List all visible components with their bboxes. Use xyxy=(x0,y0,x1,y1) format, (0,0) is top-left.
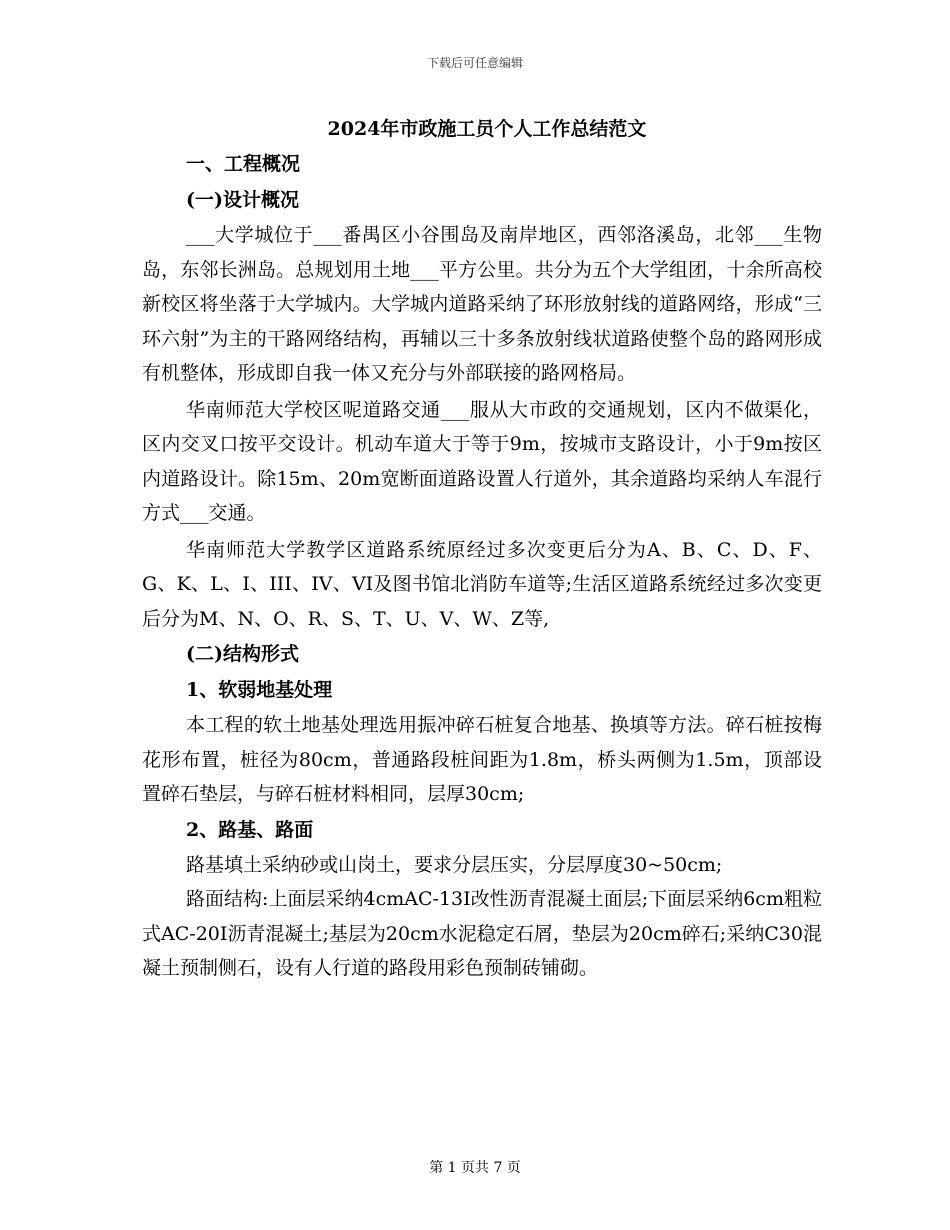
paragraph-road-system: 华南师范大学教学区道路系统原经过多次变更后分为A、B、C、D、F、G、K、L、I、III、IV、VI及图书馆北消防车道等;生活区道路系统经过多次变更后分为M、N、O、R、S、T、U、V、W、Z等, xyxy=(142,538,822,630)
page-number: 第 1 页共 7 页 xyxy=(429,1160,521,1176)
subsection-heading-design: (一)设计概况 xyxy=(186,189,299,211)
header-note: 下载后可任意编辑 xyxy=(426,56,523,70)
item-heading-subgrade-pavement: 2、路基、路面 xyxy=(186,818,314,841)
document-body xyxy=(142,112,822,986)
subsection-heading-structure: (二)结构形式 xyxy=(186,643,299,665)
paragraph-pavement-structure: 路面结构:上面层采纳4cmAC-13I改性沥青混凝土面层;下面层采纳6cm粗粒式AC-20I沥青混凝土;基层为20cm水泥稳定石屑，垫层为20cm碎石;采纳C30混凝土预制侧石，设有人行道的路段用彩色预制砖铺砌。 xyxy=(142,888,822,979)
paragraph-soft-foundation: 本工程的软土地基处理选用振冲碎石桩复合地基、换填等方法。碎石桩按梅花形布置，桩径为80cm，普通路段桩间距为1.8m，桥头两侧为1.5m，顶部设置碎石垫层，与碎石桩材料相同，层厚30cm; xyxy=(142,714,822,805)
paragraph-campus-traffic: 华南师范大学校区呢道路交通___服从大市政的交通规划，区内不做渠化，区内交叉口按平交设计。机动车道大于等于9m，按城市支路设计，小于9m按区内道路设计。除15m、20m宽断面道路设置人行道外，其余道路均采纳人车混行方式___交通。 xyxy=(142,398,822,524)
paragraph-subgrade-fill: 路基填土采纳砂或山岗土，要求分层压实，分层厚度30~50cm; xyxy=(186,853,723,876)
section-heading-overview: 一、工程概况 xyxy=(186,153,301,175)
paragraph-university-city: ___大学城位于___番禺区小谷围岛及南岸地区，西邻洛溪岛，北邻___生物岛，东邻长洲岛。总规划用土地___平方公里。共分为五个大学组团，十余所高校新校区将坐落于大学城内。大学城内道路采纳了环形放射线的道路网络，形成“三环六射”为主的干路网络结构，再辅以三十多条放射线状道路使整个岛的路网形成有机整体，形成即自我一体又充分与外部联接的路网格局。 xyxy=(142,224,822,384)
item-heading-soft-foundation: 1、软弱地基处理 xyxy=(186,679,333,701)
document-title: 2024年市政施工员个人工作总结范文 xyxy=(327,118,647,140)
